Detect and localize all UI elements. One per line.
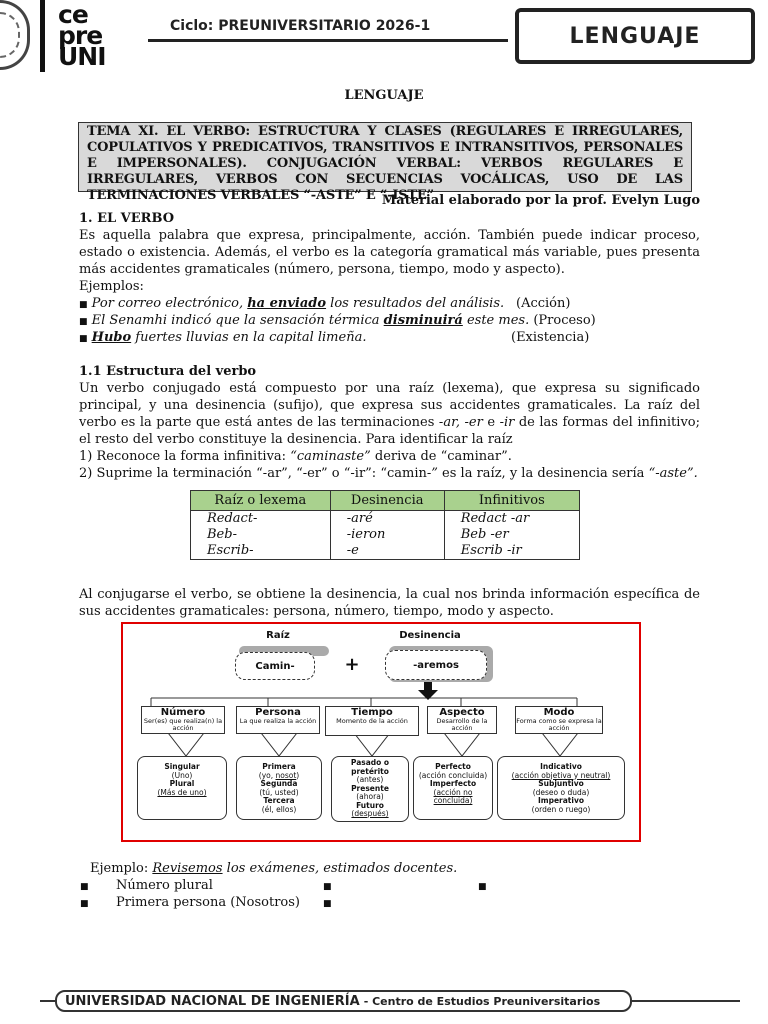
raiz-value-box: Camin-	[235, 652, 315, 680]
desinencia-label: Desinencia	[399, 630, 461, 641]
table-cell: Escrib -ir	[444, 543, 579, 560]
footer-banner	[55, 990, 632, 1012]
bullet-item: Número plural	[116, 878, 213, 893]
cepre-uni-logo	[58, 0, 106, 71]
header-divider	[40, 0, 45, 72]
value-term: Imperfecto	[429, 779, 477, 788]
category-title: Tiempo	[351, 707, 393, 718]
topic-box: TEMA XI. EL VERBO: ESTRUCTURA Y CLASES (REGULARES E IRREGULARES, COPULATIVOS Y PREDICATIVOS, TRANSITIVOS E INTRANSITIVOS, PERSONALES E IMPERSONALES). CONJUGACIÓN VERBAL: VERBOS REGULARES E IRREGULARES, VERBOS CON SECUENCIAS VOCÁLICAS, USO DE LAS TERMINACIONES VERBALES “-ASTE” E “-ISTE”	[78, 122, 692, 192]
table-row	[191, 543, 580, 560]
value-term: Primera	[262, 762, 296, 771]
value-term: Futuro	[356, 800, 384, 810]
table-cell: Redact-	[191, 511, 331, 528]
logo-line: ce	[58, 0, 88, 29]
tiempo-values	[331, 756, 409, 822]
example-item	[79, 329, 366, 348]
table-cell: -aré	[330, 511, 444, 528]
bullet-icon: ■	[323, 882, 332, 892]
category-persona	[236, 706, 320, 734]
value-note: (ahora)	[356, 792, 384, 801]
persona-values	[236, 756, 322, 820]
value-term: Imperativo	[537, 796, 585, 805]
category-subtitle: Desarrollo de la acción	[436, 717, 488, 732]
value-term: Subjuntivo	[538, 779, 584, 788]
value-note: (tú, usted)	[259, 787, 299, 797]
value-term: Pasado o pretérito	[350, 758, 390, 776]
value-note: (él, ellos)	[261, 804, 297, 814]
page-title: LENGUAJE	[344, 88, 424, 103]
example-text: este mes.	[462, 313, 530, 328]
step-one	[79, 448, 512, 465]
value-term: Presente	[351, 783, 389, 793]
table-header: Infinitivos	[444, 491, 579, 511]
table-header-row	[191, 491, 580, 511]
table-header: Raíz o lexema	[191, 491, 331, 511]
value-note: (deseo o duda)	[532, 787, 590, 797]
bullet-icon: ■	[79, 317, 88, 327]
example-tag: (Existencia)	[511, 330, 590, 345]
example-text: fuertes lluvias en la capital limeña.	[131, 330, 367, 345]
section-paragraph	[79, 380, 700, 448]
table-row	[191, 527, 580, 543]
bullet-item: Primera persona (Nosotros)	[116, 895, 300, 910]
aspecto-values	[413, 756, 493, 820]
value-note: (yo,	[258, 770, 276, 780]
text-run: -ar, -er	[438, 415, 483, 430]
logo-line: pre	[58, 21, 103, 50]
value-note: (Uno)	[171, 770, 193, 780]
example-verb: ha enviado	[247, 296, 327, 311]
bullet-icon: ■	[80, 899, 89, 909]
cycle-label: Ciclo: PREUNIVERSITARIO 2026-1	[170, 18, 431, 34]
category-aspecto	[427, 706, 497, 734]
table-cell: Redact -ar	[444, 511, 579, 528]
value-note: (acción concluida)	[418, 770, 488, 780]
text-run: Un verbo conjugado está compuesto por una raíz (lexema), que expresa su significado principal, y una desinencia (sufijo), que expresa sus accidentes gramaticales. La raíz del verbo es la parte que está antes de las terminaciones	[79, 381, 700, 430]
text-run: de las formas del infinitivo; el resto del verbo constituye la desinencia. Para identificar la raíz	[79, 415, 700, 447]
value-term: Segunda	[260, 779, 298, 788]
root-desinence-table	[190, 490, 580, 560]
category-title: Modo	[543, 707, 575, 718]
text-run: 1) Reconoce la forma infinitiva:	[79, 449, 291, 464]
table-cell: Beb -er	[444, 527, 579, 543]
text-run: e	[482, 415, 500, 430]
bullet-icon: ■	[323, 899, 332, 909]
value-note: (acción no concluida)	[433, 787, 473, 805]
logo-line: UNI	[58, 42, 106, 71]
bullet-icon: ■	[478, 882, 487, 892]
example-text: los resultados del análisis.	[326, 296, 505, 311]
author-line: Material elaborado por la prof. Evelyn Lugo	[381, 193, 700, 208]
footer-center: - Centro de Estudios Preuniversitarios	[363, 994, 601, 1008]
value-note: (antes)	[356, 775, 384, 784]
value-term: Plural	[169, 779, 195, 788]
example-tag: (Acción)	[516, 296, 571, 311]
category-title: Persona	[255, 707, 301, 718]
value-note: (después)	[351, 809, 389, 818]
section-heading: 1.1 Estructura del verbo	[79, 364, 257, 379]
category-title: Aspecto	[439, 707, 485, 718]
text-run: ”	[431, 466, 438, 481]
example-text: los exámenes, estimados docentes.	[222, 861, 458, 876]
table-cell: -e	[330, 543, 444, 560]
category-subtitle: Ser(es) que realiza(n) la acción	[143, 717, 223, 732]
step-two	[79, 465, 698, 482]
section-heading: 1. EL VERBO	[79, 211, 175, 226]
table-cell: Beb-	[191, 527, 331, 543]
table-header: Desinencia	[330, 491, 444, 511]
section-paragraph: Es aquella palabra que expresa, principalmente, acción. También puede indicar proceso, estado o existencia. Además, el verbo es la categoría gramatical más variable, pues presenta más accidentes gramaticales (número, persona, tiempo, modo y aspecto).	[79, 228, 700, 277]
text-run: “caminaste”	[290, 449, 371, 464]
modo-values	[497, 756, 625, 820]
example-tag: (Proceso)	[533, 313, 596, 328]
section-paragraph: Al conjugarse el verbo, se obtiene la desinencia, la cual nos brinda información específica de sus accidentes gramaticales: persona, número, tiempo, modo y aspecto.	[79, 587, 700, 619]
table-cell: -ieron	[330, 527, 444, 543]
bullet-icon: ■	[79, 334, 88, 344]
example-verb: disminuirá	[383, 313, 463, 328]
verb-structure-diagram	[121, 622, 641, 842]
category-subtitle: La que realiza la acción	[239, 717, 317, 725]
example-label: Ejemplo:	[90, 861, 153, 876]
footer-university: UNIVERSIDAD NACIONAL DE INGENIERÍA	[65, 993, 360, 1009]
value-term: Tercera	[263, 796, 295, 805]
value-term: Singular	[164, 762, 200, 771]
text-run: 2) Suprime la terminación “-ar”, “-er” o “-ir”: “camin-	[79, 466, 432, 481]
category-title: Número	[160, 707, 206, 718]
text-run: -ir	[499, 415, 515, 430]
text-run: “-aste”.	[648, 466, 698, 481]
value-note: (orden o ruego)	[531, 804, 591, 814]
category-tiempo	[325, 706, 419, 736]
value-term: Indicativo	[540, 762, 582, 771]
plus-sign: +	[344, 654, 360, 675]
table-cell: Escrib-	[191, 543, 331, 560]
example-text: Por correo electrónico,	[91, 296, 248, 311]
value-note: )	[296, 770, 300, 780]
example-verb: Revisemos	[152, 861, 223, 876]
desinencia-value-box: -aremos	[385, 650, 487, 680]
examples-label: Ejemplos:	[79, 279, 144, 294]
table-row	[191, 511, 580, 528]
example-verb: Hubo	[91, 330, 132, 345]
category-subtitle: Forma como se expresa la acción	[516, 717, 602, 732]
value-term: Perfecto	[435, 762, 471, 771]
value-note: nosot	[275, 770, 297, 780]
text-run: deriva de “caminar”.	[370, 449, 512, 464]
category-subtitle: Momento de la acción	[336, 717, 408, 725]
bullet-icon: ■	[79, 300, 88, 310]
numero-values	[137, 756, 227, 820]
category-numero	[141, 706, 225, 734]
category-modo	[515, 706, 603, 734]
course-badge: LENGUAJE	[515, 8, 755, 64]
text-run: es la raíz, y la desinencia sería	[437, 466, 649, 481]
example-text: El Senamhi indicó que la sensación térmica	[91, 313, 384, 328]
value-note: (Más de uno)	[157, 787, 207, 797]
value-note: (acción objetiva y neutral)	[511, 770, 611, 780]
raiz-label: Raíz	[266, 630, 290, 641]
header-rule	[148, 39, 508, 42]
bullet-icon: ■	[80, 882, 89, 892]
example-sentence	[90, 860, 457, 877]
